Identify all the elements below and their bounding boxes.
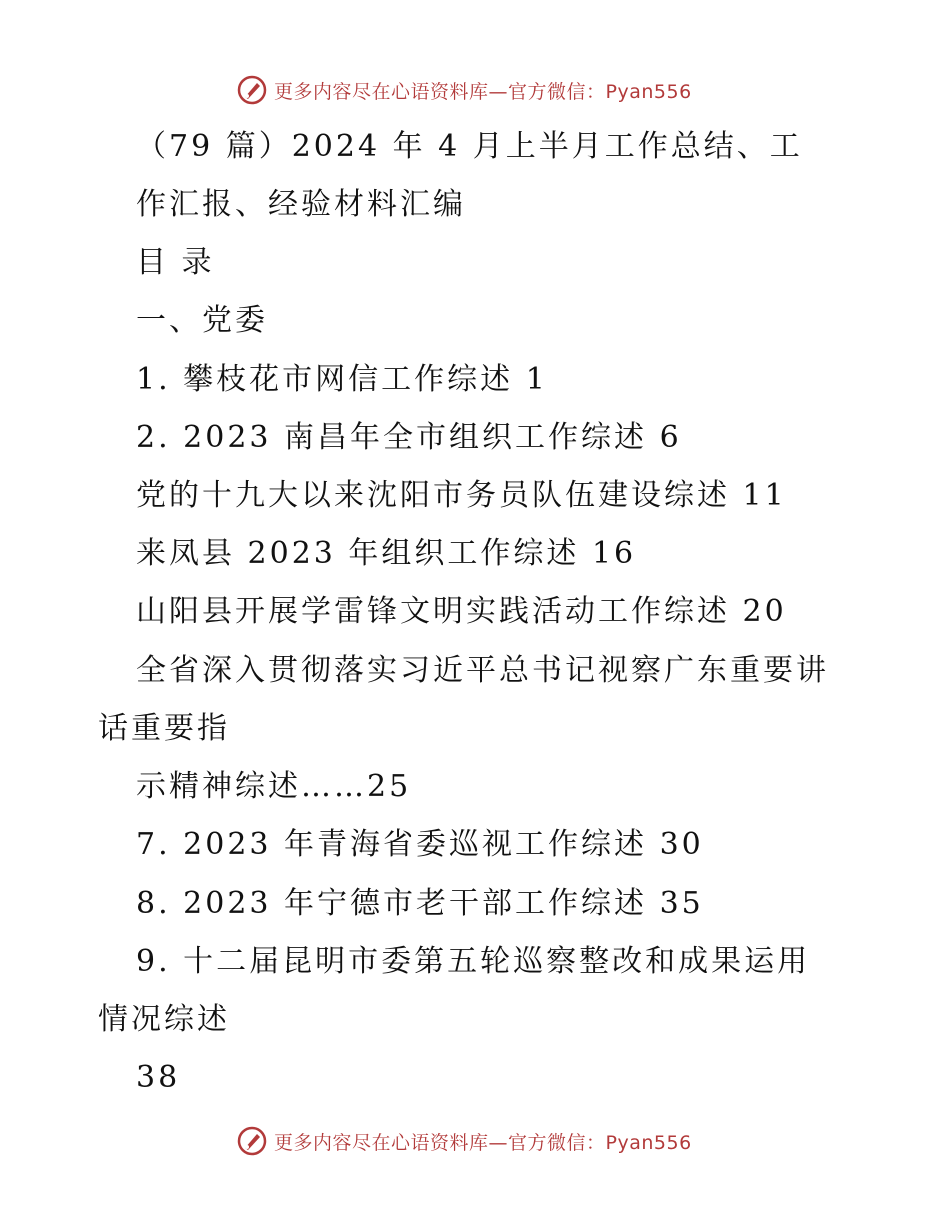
watermark-text: 更多内容尽在心语资料库—官方微信：Pyan556 (274, 80, 692, 103)
watermark-banner-top (236, 73, 692, 107)
toc-item: 2. 2023 南昌年全市组织工作综述 6 (136, 420, 682, 455)
toc-item-page-number: 38 (136, 1060, 181, 1095)
toc-heading: 目 录 (136, 245, 215, 280)
toc-item: 党的十九大以来沈阳市务员队伍建设综述 11 (136, 478, 787, 513)
toc-item: 来凤县 2023 年组织工作综述 16 (136, 536, 637, 571)
toc-item: 全省深入贯彻落实习近平总书记视察广东重要讲 (136, 653, 829, 688)
toc-item: 8. 2023 年宁德市老干部工作综述 35 (136, 886, 704, 921)
pen-logo-icon (236, 1125, 268, 1157)
toc-item-continuation: 话重要指 (98, 711, 230, 746)
toc-item: 山阳县开展学雷锋文明实践活动工作综述 20 (136, 594, 787, 629)
section-heading-party-committee: 一、党委 (136, 303, 268, 338)
toc-item-continuation: 示精神综述……25 (136, 769, 412, 804)
toc-item: 1. 攀枝花市网信工作综述 1 (136, 362, 548, 397)
toc-item: 7. 2023 年青海省委巡视工作综述 30 (136, 827, 704, 862)
document-title-line-1: （79 篇）2024 年 4 月上半月工作总结、工 (136, 129, 803, 164)
document-title-line-2: 作汇报、经验材料汇编 (136, 187, 466, 222)
toc-item: 9. 十二届昆明市委第五轮巡察整改和成果运用 (136, 944, 811, 979)
watermark-banner-bottom (236, 1124, 692, 1158)
pen-logo-icon (236, 74, 268, 106)
toc-item-continuation: 情况综述 (98, 1002, 230, 1037)
watermark-text: 更多内容尽在心语资料库—官方微信：Pyan556 (274, 1131, 692, 1154)
